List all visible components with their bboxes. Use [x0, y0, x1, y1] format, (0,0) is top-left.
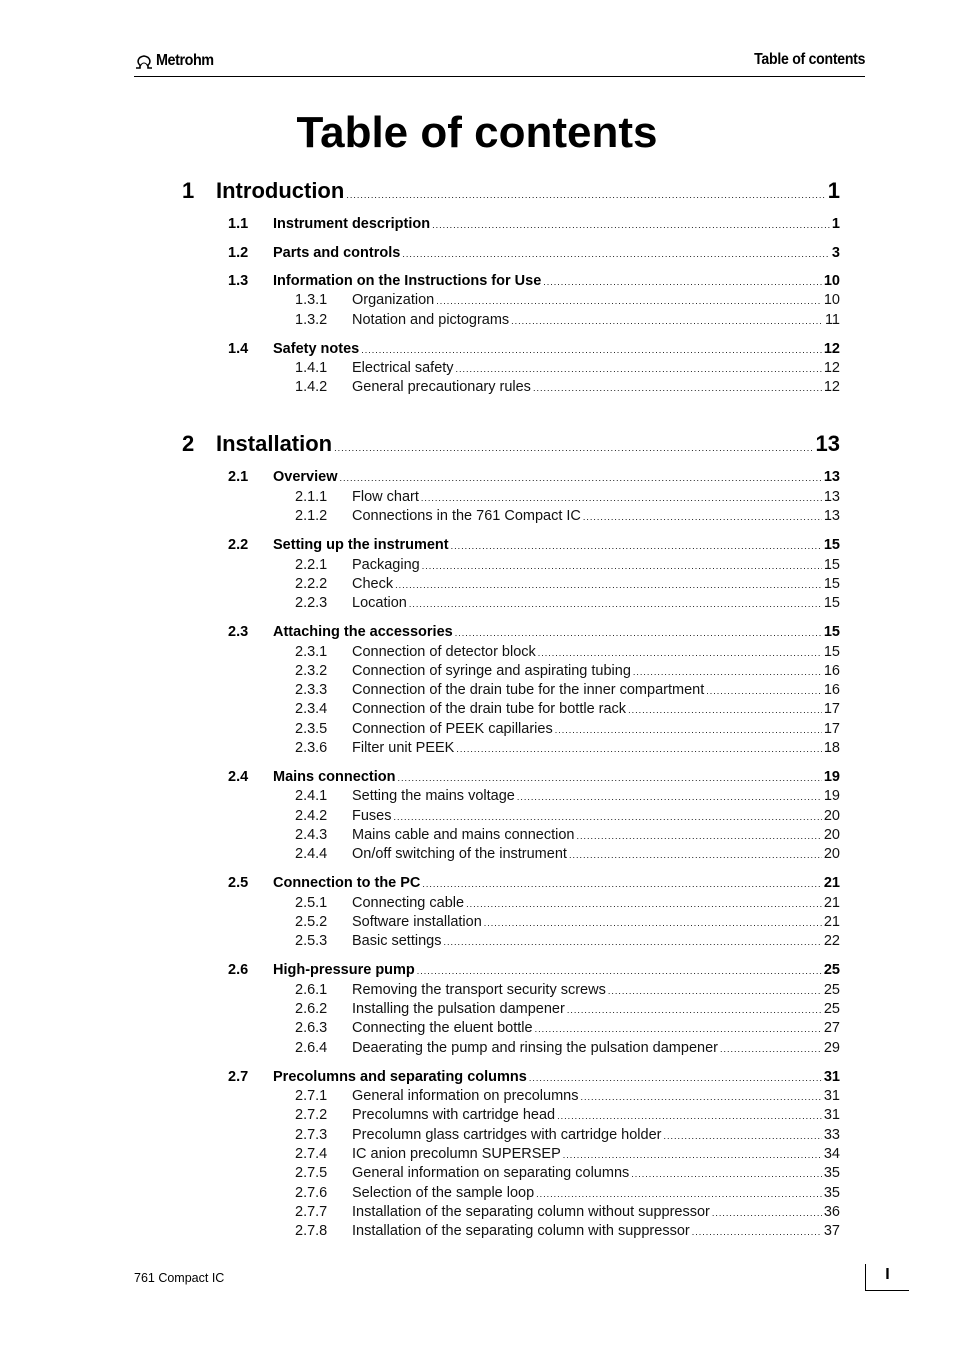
footer-product-name: 761 Compact IC [134, 1271, 225, 1285]
brand-name: Metrohm [156, 52, 214, 69]
toc-subsection-entry[interactable] [295, 312, 840, 328]
toc-leader-dots [409, 599, 822, 609]
toc-leader-dots [456, 364, 822, 374]
toc-entry-title: IC anion precolumn SUPERSEP [352, 1145, 561, 1162]
toc-entry-title: Precolumns with cartridge head [352, 1107, 556, 1124]
metrohm-logo [134, 52, 220, 70]
toc-entry-title: Connection to the PC [273, 875, 421, 892]
toc-chapter-entry[interactable] [182, 431, 840, 457]
toc-entry-page: 17 [823, 701, 840, 718]
toc-subsection-entry[interactable] [295, 788, 840, 804]
toc-leader-dots [417, 966, 822, 976]
toc-entry-title: Parts and controls [273, 244, 401, 261]
toc-entry-page: 12 [823, 360, 840, 377]
toc-entry-number: 2.7.3 [295, 1126, 328, 1143]
toc-subsection-entry[interactable] [295, 1088, 840, 1104]
toc-section-entry[interactable] [228, 245, 840, 261]
toc-entry-title: Installation of the separating column with suppressor [352, 1223, 690, 1240]
toc-leader-dots [436, 296, 822, 306]
toc-subsection-entry[interactable] [295, 489, 840, 505]
toc-leader-dots [394, 812, 822, 822]
toc-entry-page: 12 [823, 340, 840, 357]
toc-entry-number: 1.4.1 [295, 360, 328, 377]
toc-leader-dots [511, 316, 823, 326]
toc-entry-number: 2.7 [228, 1068, 249, 1085]
toc-section-entry[interactable] [228, 273, 840, 289]
toc-leader-dots [422, 561, 822, 571]
toc-leader-dots [443, 937, 821, 947]
toc-entry-page: 25 [823, 981, 840, 998]
toc-entry-number: 1.3 [228, 273, 249, 289]
toc-entry-number: 1.1 [228, 216, 249, 232]
toc-entry-page: 15 [823, 556, 840, 573]
toc-subsection-entry[interactable] [295, 663, 840, 679]
toc-leader-dots [466, 899, 822, 909]
toc-entry-page: 17 [823, 720, 840, 737]
toc-entry-page: 19 [823, 788, 840, 805]
toc-subsection-entry[interactable] [295, 1001, 840, 1017]
toc-entry-number: 1.3.1 [295, 292, 328, 309]
toc-entry-page: 29 [823, 1039, 840, 1056]
toc-entry-page: 18 [823, 740, 840, 756]
toc-entry-title: Connection of PEEK capillaries [352, 720, 553, 737]
toc-subsection-entry[interactable] [295, 557, 840, 573]
toc-entry-page: 22 [823, 933, 840, 950]
toc-entry-number: 2.7.4 [295, 1145, 328, 1162]
toc-entry-page: 1 [827, 178, 840, 203]
toc-entry-number: 2.7.1 [295, 1088, 328, 1104]
toc-entry-number: 2.4.1 [295, 788, 328, 805]
toc-entry-title: Software installation [352, 914, 482, 930]
toc-entry-page: 35 [823, 1184, 840, 1201]
toc-leader-dots [608, 986, 822, 996]
toc-entry-title: Setting up the instrument [273, 537, 449, 554]
toc-entry-number: 2.7.7 [295, 1203, 328, 1220]
toc-subsection-entry[interactable] [295, 379, 840, 395]
toc-entry-page: 15 [823, 643, 840, 660]
toc-entry-number: 2.2.2 [295, 575, 328, 592]
toc-entry-title: Precolumn glass cartridges with cartridge holder [352, 1126, 662, 1143]
toc-entry-title: Notation and pictograms [352, 311, 510, 328]
toc-entry-page: 13 [823, 488, 840, 505]
toc-leader-dots [517, 792, 822, 802]
toc-leader-dots [421, 493, 822, 503]
toc-entry-page: 15 [823, 537, 840, 554]
toc-subsection-entry[interactable] [295, 644, 840, 660]
toc-entry-number: 2.7.8 [295, 1223, 328, 1240]
toc-entry-page: 16 [823, 662, 840, 679]
toc-entry-number: 2.4.2 [295, 807, 328, 824]
toc-subsection-entry[interactable] [295, 933, 840, 949]
toc-entry-title: Filter unit PEEK [352, 740, 455, 756]
toc-entry-title: General precautionary rules [352, 379, 531, 396]
toc-entry-title: Precolumns and separating columns [273, 1068, 527, 1085]
toc-subsection-entry[interactable] [295, 682, 840, 698]
toc-section-entry[interactable] [228, 537, 840, 553]
toc-entry-title: General information on separating columns [352, 1165, 630, 1182]
toc-subsection-entry[interactable] [295, 1127, 840, 1143]
toc-entry-number: 2.2 [228, 537, 249, 554]
toc-subsection-entry[interactable] [295, 360, 840, 376]
toc-entry-title: Mains cable and mains connection [352, 827, 575, 843]
toc-entry-page: 31 [823, 1107, 840, 1124]
toc-entry-title: Overview [273, 469, 338, 486]
toc-entry-number: 2.3 [228, 624, 249, 641]
toc-entry-title: On/off switching of the instrument [352, 846, 567, 863]
toc-entry-title: Packaging [352, 556, 420, 573]
toc-subsection-entry[interactable] [295, 701, 840, 717]
toc-entry-page: 21 [823, 894, 840, 911]
toc-section-entry[interactable] [228, 216, 840, 232]
toc-entry-title: Fuses [352, 807, 392, 824]
toc-entry-page: 31 [823, 1068, 840, 1085]
toc-section-entry[interactable] [228, 769, 840, 785]
toc-entry-page: 20 [823, 827, 840, 843]
toc-leader-dots [535, 1024, 822, 1034]
toc-entry-number: 1.3.2 [295, 311, 328, 328]
toc-subsection-entry[interactable] [295, 576, 840, 592]
toc-entry-number: 2.6.3 [295, 1020, 328, 1037]
toc-leader-dots [583, 512, 822, 522]
toc-leader-dots [361, 345, 822, 355]
toc-entry-title: Basic settings [352, 933, 442, 950]
toc-entry-page: 10 [823, 292, 840, 309]
toc-leader-dots [334, 443, 813, 453]
toc-leader-dots [576, 831, 821, 841]
toc-entry-number: 2.5.1 [295, 894, 328, 911]
toc-entry-page: 13 [823, 469, 840, 486]
toc-leader-dots [395, 580, 822, 590]
toc-entry-title: Introduction [216, 178, 345, 203]
toc-subsection-entry[interactable] [295, 827, 840, 843]
toc-entry-number: 2.3.2 [295, 662, 328, 679]
toc-entry-number: 2.6.1 [295, 981, 328, 998]
toc-subsection-entry[interactable] [295, 508, 840, 524]
toc-leader-dots [451, 541, 822, 551]
toc-entry-title: Removing the transport security screws [352, 981, 606, 998]
toc-subsection-entry[interactable] [295, 292, 840, 308]
toc-section-entry[interactable] [228, 875, 840, 891]
toc-leader-dots [538, 648, 822, 658]
toc-subsection-entry[interactable] [295, 1146, 840, 1162]
toc-entry-number: 2.6.4 [295, 1039, 328, 1056]
toc-leader-dots [712, 1208, 822, 1218]
toc-subsection-entry[interactable] [295, 740, 840, 756]
page-title: Table of contents [296, 108, 658, 157]
toc-entry-number: 2 [182, 431, 195, 457]
toc-subsection-entry[interactable] [295, 846, 840, 862]
toc-leader-dots [633, 667, 822, 677]
toc-leader-dots [706, 686, 822, 696]
toc-entry-page: 15 [823, 575, 840, 592]
toc-leader-dots [397, 773, 821, 783]
toc-subsection-entry[interactable] [295, 895, 840, 911]
toc-leader-dots [346, 190, 825, 200]
toc-entry-title: Connection of the drain tube for bottle rack [352, 701, 627, 718]
toc-entry-title: Location [352, 595, 407, 612]
toc-entry-page: 21 [823, 914, 840, 930]
toc-entry-title: Deaerating the pump and rinsing the pulsation dampener [352, 1039, 718, 1056]
toc-entry-title: Organization [352, 292, 435, 309]
toc-entry-title: Connections in the 761 Compact IC [352, 508, 581, 525]
toc-leader-dots [529, 1073, 822, 1083]
toc-leader-dots [536, 1189, 822, 1199]
toc-leader-dots [455, 628, 822, 638]
toc-leader-dots [555, 725, 822, 735]
toc-leader-dots [432, 220, 830, 230]
page-header [134, 48, 865, 77]
toc-entry-title: Connection of syringe and aspirating tubing [352, 662, 631, 679]
toc-entry-number: 2.7.6 [295, 1184, 328, 1201]
toc-subsection-entry[interactable] [295, 808, 840, 824]
toc-subsection-entry[interactable] [295, 1204, 840, 1220]
toc-entry-page: 3 [831, 244, 840, 261]
toc-subsection-entry[interactable] [295, 1185, 840, 1201]
toc-leader-dots [402, 249, 830, 259]
toc-entry-number: 2.7.5 [295, 1165, 328, 1182]
toc-entry-number: 2.3.5 [295, 720, 328, 737]
toc-leader-dots [720, 1044, 822, 1054]
toc-entry-page: 35 [823, 1165, 840, 1182]
toc-entry-page: 11 [824, 311, 840, 328]
toc-leader-dots [563, 1150, 822, 1160]
toc-entry-number: 2.3.1 [295, 643, 328, 660]
toc-section-entry[interactable] [228, 341, 840, 357]
toc-entry-number: 2.6.2 [295, 1001, 328, 1017]
toc-section-entry[interactable] [228, 469, 840, 485]
toc-entry-number: 1.4.2 [295, 379, 328, 396]
toc-leader-dots [631, 1169, 822, 1179]
toc-section-entry[interactable] [228, 962, 840, 978]
header-section-title: Table of contents [753, 51, 865, 68]
toc-entry-number: 2.2.3 [295, 595, 328, 612]
toc-entry-number: 2.5.2 [295, 914, 328, 930]
toc-entry-number: 1 [182, 178, 195, 203]
toc-entry-page: 31 [823, 1088, 840, 1104]
footer-page-number: I [885, 1266, 890, 1283]
toc-entry-title: High-pressure pump [273, 962, 415, 979]
toc-entry-page: 25 [823, 1001, 840, 1017]
toc-entry-number: 2.1.1 [295, 488, 328, 505]
toc-leader-dots [557, 1111, 822, 1121]
toc-entry-page: 21 [823, 875, 840, 892]
toc-entry-title: Installing the pulsation dampener [352, 1001, 565, 1017]
toc-entry-number: 2.2.1 [295, 556, 328, 573]
toc-entry-page: 34 [823, 1145, 840, 1162]
toc-leader-dots [580, 1092, 821, 1102]
toc-section-entry[interactable] [228, 624, 840, 640]
toc-entry-title: Setting the mains voltage [352, 788, 515, 805]
toc-entry-title: Installation of the separating column without suppressor [352, 1203, 710, 1220]
toc-entry-number: 2.5.3 [295, 933, 328, 950]
toc-entry-page: 33 [823, 1126, 840, 1143]
toc-entry-number: 1.2 [228, 244, 249, 261]
toc-entry-number: 2.4.4 [295, 846, 328, 863]
toc-section-entry[interactable] [228, 1069, 840, 1085]
toc-entry-title: Installation [216, 431, 333, 457]
toc-subsection-entry[interactable] [295, 914, 840, 930]
toc-entry-page: 15 [823, 624, 840, 641]
toc-entry-title: Electrical safety [352, 360, 454, 377]
toc-entry-number: 2.7.2 [295, 1107, 328, 1124]
toc-entry-number: 2.1.2 [295, 508, 328, 525]
toc-entry-page: 19 [823, 769, 840, 785]
toc-entry-title: Instrument description [273, 216, 431, 232]
toc-subsection-entry[interactable] [295, 1223, 840, 1239]
toc-entry-page: 27 [823, 1020, 840, 1037]
toc-entry-title: Mains connection [273, 769, 396, 785]
toc-entry-number: 2.3.6 [295, 740, 328, 756]
toc-entry-title: Information on the Instructions for Use [273, 273, 542, 289]
footer-page-box [865, 1264, 909, 1291]
toc-entry-number: 2.3.4 [295, 701, 328, 718]
toc-entry-page: 13 [815, 431, 840, 457]
toc-entry-title: Connection of detector block [352, 643, 536, 660]
toc-leader-dots [569, 850, 822, 860]
toc-entry-page: 15 [823, 595, 840, 612]
omega-logo-icon [134, 53, 154, 69]
toc-leader-dots [340, 473, 822, 483]
toc-entry-page: 20 [823, 807, 840, 824]
toc-entry-title: Safety notes [273, 340, 360, 357]
toc-subsection-entry[interactable] [295, 1165, 840, 1181]
toc-entry-title: Attaching the accessories [273, 624, 453, 641]
toc-entry-title: General information on precolumns [352, 1088, 579, 1104]
toc-leader-dots [628, 705, 822, 715]
toc-entry-page: 20 [823, 846, 840, 863]
toc-leader-dots [567, 1005, 822, 1015]
toc-leader-dots [484, 918, 822, 928]
toc-entry-page: 13 [823, 508, 840, 525]
toc-entry-number: 2.4.3 [295, 827, 328, 843]
toc-leader-dots [533, 383, 822, 393]
toc-entry-number: 2.1 [228, 469, 249, 486]
toc-subsection-entry[interactable] [295, 595, 840, 611]
toc-entry-page: 12 [823, 379, 840, 396]
toc-entry-number: 2.4 [228, 769, 249, 785]
toc-subsection-entry[interactable] [295, 721, 840, 737]
toc-entry-page: 36 [823, 1203, 840, 1220]
toc-entry-page: 37 [823, 1223, 840, 1240]
toc-entry-number: 2.3.3 [295, 682, 328, 699]
toc-subsection-entry[interactable] [295, 982, 840, 998]
toc-subsection-entry[interactable] [295, 1020, 840, 1036]
toc-leader-dots [663, 1131, 821, 1141]
toc-subsection-entry[interactable] [295, 1040, 840, 1056]
toc-entry-page: 25 [823, 962, 840, 979]
toc-entry-number: 2.5 [228, 875, 249, 892]
toc-entry-title: Connecting the eluent bottle [352, 1020, 533, 1037]
toc-entry-page: 1 [831, 216, 840, 232]
toc-leader-dots [456, 744, 822, 754]
toc-entry-page: 16 [823, 682, 840, 699]
toc-chapter-entry[interactable] [182, 178, 840, 204]
toc-leader-dots [543, 277, 822, 287]
toc-leader-dots [692, 1227, 822, 1237]
toc-entry-number: 1.4 [228, 340, 249, 357]
toc-entry-title: Check [352, 575, 394, 592]
toc-subsection-entry[interactable] [295, 1107, 840, 1123]
toc-entry-page: 10 [823, 273, 840, 289]
toc-entry-title: Connecting cable [352, 894, 465, 911]
toc-entry-number: 2.6 [228, 962, 249, 979]
toc-entry-title: Flow chart [352, 488, 419, 505]
toc-leader-dots [422, 879, 821, 889]
toc-entry-title: Selection of the sample loop [352, 1184, 535, 1201]
toc-entry-title: Connection of the drain tube for the inner compartment [352, 682, 705, 699]
